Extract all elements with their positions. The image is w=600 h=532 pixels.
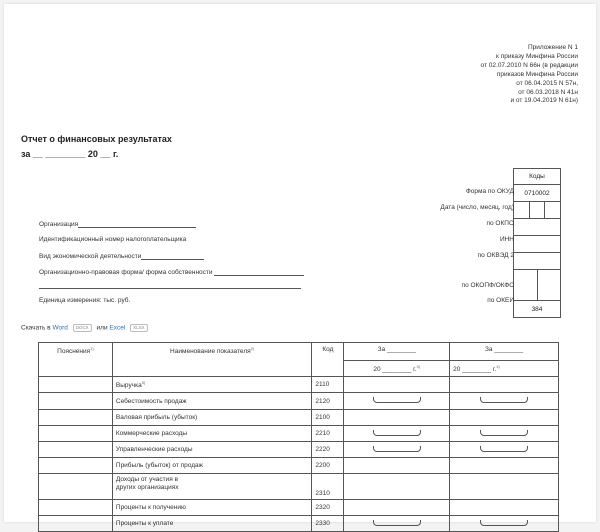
okved-label: по ОКВЭД 2 xyxy=(477,252,514,259)
header-period-2: За ________ xyxy=(450,343,559,361)
xlsx-badge: XLSX xyxy=(130,324,148,332)
table-row: Коммерческие расходы 2210 xyxy=(39,426,559,442)
org-label: Организация xyxy=(39,221,79,228)
table-row: Валовая прибыль (убыток) 2100 xyxy=(39,410,559,426)
codes-header: Коды xyxy=(529,173,545,180)
appendix-note xyxy=(378,44,578,106)
table-row: Проценты к получению 2320 xyxy=(39,500,559,516)
okopf-cells xyxy=(514,269,560,300)
legal-form-field xyxy=(39,268,304,276)
okopf-label: по ОКОПФ/ОКФС xyxy=(461,282,514,289)
header-year-2: 20 ________ г.$^{4)}$ xyxy=(450,361,559,377)
document-period: за __ ________ 20 __ г. xyxy=(21,149,119,159)
okved-cell xyxy=(514,252,560,269)
okpo-label: по ОКПО xyxy=(486,220,514,227)
codes-box xyxy=(513,168,561,318)
appendix-line: от 06.03.2018 N 41н xyxy=(518,88,578,96)
appendix-line: и от 19.04.2019 N 61н) xyxy=(510,97,578,105)
header-name: Наименование показателя$^{2)}$ xyxy=(112,343,312,377)
download-prefix: Скачать в xyxy=(21,324,51,332)
okei-label: по ОКЕИ xyxy=(487,297,514,304)
org-field xyxy=(39,220,196,228)
download-or: или xyxy=(96,324,108,332)
date-cells xyxy=(514,201,560,218)
appendix-line: от 02.07.2010 N 66н (в редакции xyxy=(480,61,578,69)
financial-results-table xyxy=(38,342,559,532)
activity-label: Вид экономической деятельности xyxy=(39,253,142,260)
header-code: Код xyxy=(312,343,344,377)
unit-label: Единица измерения: тыс. руб. xyxy=(39,297,131,304)
activity-field xyxy=(39,252,204,260)
header-notes: Пояснения$^{1)}$ xyxy=(39,343,113,377)
legal-form-line xyxy=(39,281,301,289)
inn-cell xyxy=(514,235,560,252)
okei-value: 384 xyxy=(514,300,560,317)
header-period-1: За ________ xyxy=(344,343,450,361)
appendix-line: от 06.04.2015 N 57н, xyxy=(516,79,578,87)
okud-value: 0710002 xyxy=(514,184,560,201)
inn-label: ИНН xyxy=(499,236,514,243)
table-row: Управленческие расходы 2220 xyxy=(39,442,559,458)
document-title: Отчет о финансовых результатах xyxy=(21,134,172,144)
docx-badge: DOCX xyxy=(73,324,92,332)
appendix-line: приказов Минфина России xyxy=(496,70,578,78)
table-header-row xyxy=(39,343,559,361)
download-links xyxy=(21,324,151,332)
download-excel-link[interactable]: Excel xyxy=(109,324,126,332)
okpo-cell xyxy=(514,218,560,235)
inn-field-label: Идентификационный номер налогоплательщика xyxy=(39,236,187,243)
table-row: Прибыль (убыток) от продаж 2200 xyxy=(39,458,559,474)
table-row: Выручка$^{5)}$ 2110 xyxy=(39,377,559,393)
okud-label: Форма по ОКУД xyxy=(465,188,514,195)
header-year-1: 20 ________ г.$^{3)}$ xyxy=(344,361,450,377)
document-page xyxy=(4,4,596,527)
appendix-line: Приложение N 1 xyxy=(527,44,578,51)
legal-form-label: Организационно-правовая форма/ форма собственности xyxy=(39,269,213,276)
table-row: Себестоимость продаж 2120 xyxy=(39,393,559,410)
download-word-link[interactable]: Word xyxy=(52,324,68,332)
table-row: Проценты к уплате 2330 xyxy=(39,516,559,532)
date-label: Дата (число, месяц, год) xyxy=(440,204,514,211)
table-row: Доходы от участия в других организациях 2310 xyxy=(39,474,559,500)
appendix-line: к приказу Минфина России xyxy=(496,52,578,60)
